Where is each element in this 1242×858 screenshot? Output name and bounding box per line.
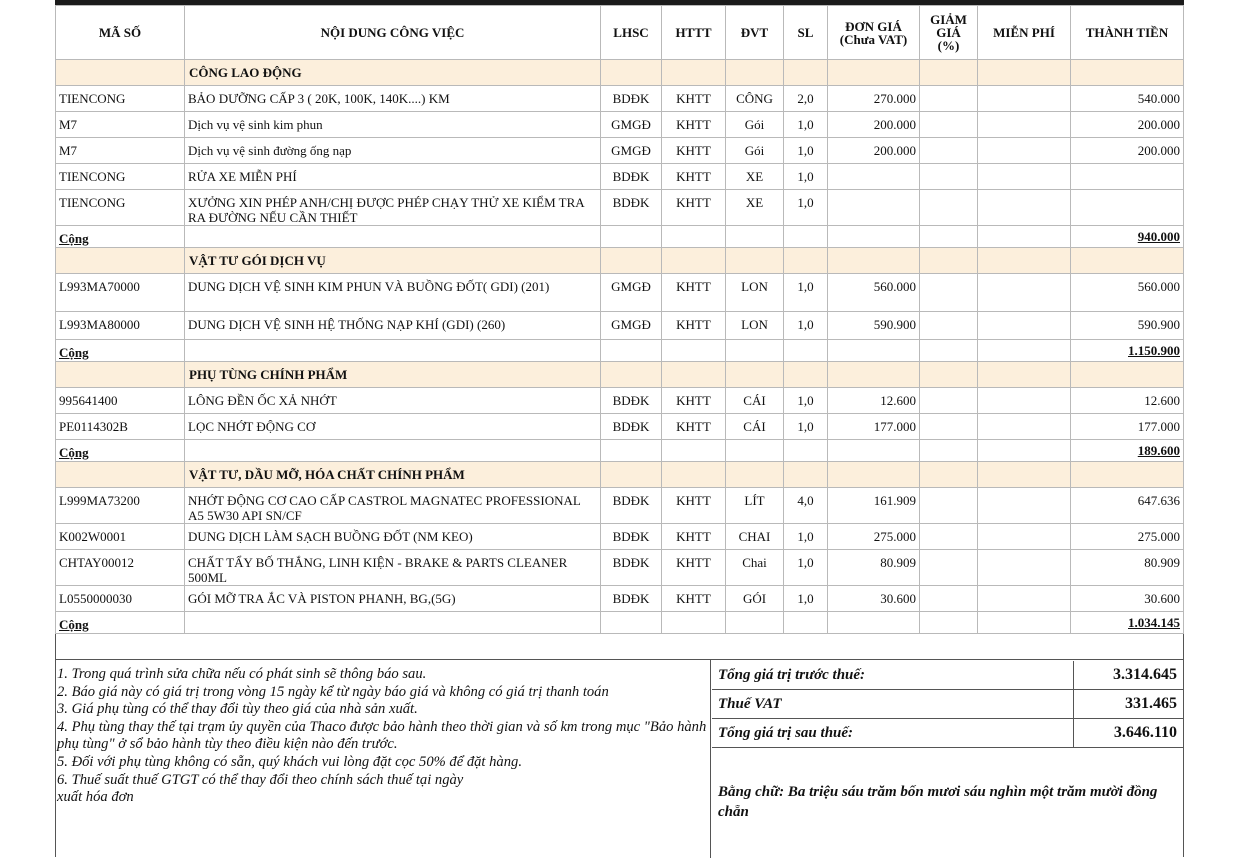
total-before-tax-value: 3.314.645 — [1073, 661, 1183, 689]
table-header-row — [56, 6, 1184, 60]
cell-lhsc: BDĐK — [601, 86, 662, 112]
section-cell — [726, 60, 784, 86]
section-cell — [662, 462, 726, 488]
section-title: CÔNG LAO ĐỘNG — [185, 60, 601, 86]
cell-free — [978, 388, 1071, 414]
header-don-gia — [828, 6, 920, 60]
cell-lhsc: GMGĐ — [601, 274, 662, 312]
cell-discount — [920, 138, 978, 164]
cell-discount — [920, 388, 978, 414]
subtotal-cell — [920, 226, 978, 248]
cell-dvt: LON — [726, 312, 784, 340]
header-lhsc: LHSC — [601, 6, 662, 60]
cell-discount — [920, 550, 978, 586]
table-row — [56, 274, 1184, 312]
cell-httt: KHTT — [662, 190, 726, 226]
section-cell — [920, 462, 978, 488]
cell-total: 540.000 — [1071, 86, 1184, 112]
header-httt: HTTT — [662, 6, 726, 60]
cell-dvt: CÔNG — [726, 86, 784, 112]
section-cell — [726, 248, 784, 274]
section-cell — [601, 248, 662, 274]
cell-free — [978, 524, 1071, 550]
cell-dvt: Chai — [726, 550, 784, 586]
section-cell — [978, 60, 1071, 86]
total-after-tax-label: Tổng giá trị sau thuế: — [718, 725, 854, 741]
cell-price: 80.909 — [828, 550, 920, 586]
cell-httt: KHTT — [662, 388, 726, 414]
subtotal-cell — [726, 612, 784, 634]
cell-free — [978, 414, 1071, 440]
section-cell — [978, 362, 1071, 388]
subtotal-value: 1.034.145 — [1071, 612, 1184, 634]
cell-sl: 1,0 — [784, 312, 828, 340]
subtotal-row — [56, 340, 1184, 362]
cell-lhsc: GMGĐ — [601, 312, 662, 340]
cell-dvt: LON — [726, 274, 784, 312]
table-row — [56, 190, 1184, 226]
cell-total: 647.636 — [1071, 488, 1184, 524]
cell-sl: 1,0 — [784, 586, 828, 612]
cell-price: 177.000 — [828, 414, 920, 440]
table-row — [56, 414, 1184, 440]
cell-total: 200.000 — [1071, 112, 1184, 138]
total-before-tax-row — [712, 661, 1183, 690]
table-row — [56, 586, 1184, 612]
section-cell — [920, 248, 978, 274]
cell-httt: KHTT — [662, 274, 726, 312]
cell-dvt: CÁI — [726, 414, 784, 440]
cell-httt: KHTT — [662, 488, 726, 524]
cell-dvt: Gói — [726, 138, 784, 164]
cell-total: 560.000 — [1071, 274, 1184, 312]
cell-price: 590.900 — [828, 312, 920, 340]
section-cell — [828, 362, 920, 388]
subtotal-cell — [726, 440, 784, 462]
subtotal-cell — [920, 612, 978, 634]
total-after-tax-value: 3.646.110 — [1073, 719, 1183, 747]
cell-code: K002W0001 — [56, 524, 185, 550]
cell-total: 200.000 — [1071, 138, 1184, 164]
cell-desc: NHỚT ĐỘNG CƠ CAO CẤP CASTROL MAGNATEC PROFESSIONAL A5 5W30 API SN/CF — [185, 488, 601, 524]
section-cell — [828, 60, 920, 86]
vat-label: Thuế VAT — [718, 696, 782, 712]
cell-httt: KHTT — [662, 138, 726, 164]
cell-desc: DUNG DỊCH VỆ SINH HỆ THỐNG NẠP KHÍ (GDI) (260) — [185, 312, 601, 340]
table-row — [56, 388, 1184, 414]
cell-sl: 1,0 — [784, 274, 828, 312]
subtotal-cell — [662, 340, 726, 362]
cell-code: L0550000030 — [56, 586, 185, 612]
table-row — [56, 488, 1184, 524]
cell-total: 177.000 — [1071, 414, 1184, 440]
subtotal-cell — [185, 226, 601, 248]
notes-block — [55, 660, 711, 858]
subtotal-value: 940.000 — [1071, 226, 1184, 248]
section-row — [56, 60, 1184, 86]
section-cell — [56, 362, 185, 388]
subtotal-label: Cộng — [56, 340, 185, 362]
cell-free — [978, 274, 1071, 312]
cell-total: 80.909 — [1071, 550, 1184, 586]
cell-desc: LỌC NHỚT ĐỘNG CƠ — [185, 414, 601, 440]
cell-lhsc: BDĐK — [601, 414, 662, 440]
cell-sl: 1,0 — [784, 112, 828, 138]
subtotal-row — [56, 226, 1184, 248]
header-dvt: ĐVT — [726, 6, 784, 60]
vat-value: 331.465 — [1073, 690, 1183, 718]
cell-free — [978, 586, 1071, 612]
cell-httt: KHTT — [662, 86, 726, 112]
note-item: 3. Giá phụ tùng có thể thay đổi tùy theo giá của nhà sản xuất. — [57, 701, 418, 718]
cell-sl: 1,0 — [784, 388, 828, 414]
cell-code: M7 — [56, 112, 185, 138]
cell-discount — [920, 524, 978, 550]
header-mien-phi: MIỄN PHÍ — [978, 6, 1071, 60]
table-row — [56, 138, 1184, 164]
cell-desc: LÔNG ĐỀN ỐC XẢ NHỚT — [185, 388, 601, 414]
quotation-table — [55, 5, 1184, 634]
cell-total — [1071, 164, 1184, 190]
cell-price: 30.600 — [828, 586, 920, 612]
subtotal-label: Cộng — [56, 612, 185, 634]
subtotal-cell — [662, 226, 726, 248]
table-row — [56, 112, 1184, 138]
subtotal-cell — [828, 226, 920, 248]
section-cell — [662, 60, 726, 86]
cell-discount — [920, 274, 978, 312]
cell-sl: 1,0 — [784, 550, 828, 586]
cell-sl: 1,0 — [784, 414, 828, 440]
subtotal-cell — [185, 340, 601, 362]
cell-sl: 1,0 — [784, 190, 828, 226]
cell-httt: KHTT — [662, 550, 726, 586]
amount-in-words: Bằng chữ: Ba triệu sáu trăm bốn mươi sáu nghìn một trăm mười đồng chẵn — [718, 784, 1158, 820]
cell-total — [1071, 190, 1184, 226]
cell-code: PE0114302B — [56, 414, 185, 440]
section-cell — [601, 60, 662, 86]
cell-free — [978, 164, 1071, 190]
cell-httt: KHTT — [662, 414, 726, 440]
note-item: 2. Báo giá này có giá trị trong vòng 15 ngày kể từ ngày báo giá và không có giá trị thanh toán — [57, 683, 609, 700]
table-row — [56, 164, 1184, 190]
cell-sl: 1,0 — [784, 164, 828, 190]
table-row — [56, 86, 1184, 112]
cell-lhsc: BDĐK — [601, 586, 662, 612]
section-cell — [601, 362, 662, 388]
cell-dvt: CHAI — [726, 524, 784, 550]
subtotal-cell — [784, 612, 828, 634]
cell-lhsc: BDĐK — [601, 388, 662, 414]
cell-free — [978, 550, 1071, 586]
section-row — [56, 248, 1184, 274]
section-row — [56, 362, 1184, 388]
section-cell — [56, 60, 185, 86]
section-title: PHỤ TÙNG CHÍNH PHẨM — [185, 362, 601, 388]
section-cell — [662, 362, 726, 388]
subtotal-cell — [828, 340, 920, 362]
subtotal-cell — [601, 612, 662, 634]
header-don-gia-main: ĐƠN GIÁ — [845, 18, 902, 34]
section-cell — [828, 462, 920, 488]
header-don-gia-sub: (Chưa VAT) — [839, 31, 908, 47]
subtotal-cell — [828, 612, 920, 634]
section-cell — [784, 362, 828, 388]
subtotal-cell — [662, 440, 726, 462]
cell-free — [978, 488, 1071, 524]
cell-dvt: LÍT — [726, 488, 784, 524]
cell-discount — [920, 164, 978, 190]
subtotal-cell — [784, 440, 828, 462]
section-cell — [784, 60, 828, 86]
section-cell — [726, 462, 784, 488]
cell-desc: DUNG DỊCH LÀM SẠCH BUỒNG ĐỐT (NM KEO) — [185, 524, 601, 550]
cell-free — [978, 138, 1071, 164]
table-row — [56, 312, 1184, 340]
cell-price: 270.000 — [828, 86, 920, 112]
section-cell — [56, 248, 185, 274]
cell-total: 275.000 — [1071, 524, 1184, 550]
cell-httt: KHTT — [662, 312, 726, 340]
header-noi-dung: NỘI DUNG CÔNG VIỆC — [185, 6, 601, 60]
cell-sl: 2,0 — [784, 86, 828, 112]
cell-discount — [920, 112, 978, 138]
section-cell — [978, 248, 1071, 274]
cell-discount — [920, 190, 978, 226]
subtotal-cell — [978, 340, 1071, 362]
section-title: VẬT TƯ, DẦU MỠ, HÓA CHẤT CHÍNH PHẨM — [185, 462, 601, 488]
cell-code: TIENCONG — [56, 86, 185, 112]
cell-httt: KHTT — [662, 586, 726, 612]
cell-dvt: XE — [726, 164, 784, 190]
cell-lhsc: BDĐK — [601, 550, 662, 586]
note-item: 4. Phụ tùng thay thế tại trạm ủy quyền của Thaco được bảo hành theo thời gian và số km trong mục "Bảo hành phụ tùng" ở sổ bảo hành tùy theo điều kiện nào đến trước. — [57, 718, 710, 753]
section-cell — [726, 362, 784, 388]
note-item: 5. Đối với phụ tùng không có sẵn, quý khách vui lòng đặt cọc 50% để đặt hàng. — [57, 753, 522, 770]
section-row — [56, 462, 1184, 488]
subtotal-row — [56, 612, 1184, 634]
cell-httt: KHTT — [662, 112, 726, 138]
subtotal-cell — [601, 340, 662, 362]
subtotal-cell — [920, 340, 978, 362]
subtotal-cell — [185, 612, 601, 634]
note-item: 6. Thuế suất thuế GTGT có thể thay đổi theo chính sách thuế tại ngày xuất hóa đơn — [57, 771, 464, 806]
cell-price: 560.000 — [828, 274, 920, 312]
cell-price: 200.000 — [828, 138, 920, 164]
section-cell — [920, 60, 978, 86]
section-cell — [1071, 60, 1184, 86]
section-cell — [784, 248, 828, 274]
section-cell — [56, 462, 185, 488]
note-item: 1. Trong quá trình sửa chữa nếu có phát sinh sẽ thông báo sau. — [57, 666, 427, 682]
cell-dvt: Gói — [726, 112, 784, 138]
subtotal-label: Cộng — [56, 226, 185, 248]
subtotal-cell — [920, 440, 978, 462]
cell-lhsc: BDĐK — [601, 190, 662, 226]
cell-total: 12.600 — [1071, 388, 1184, 414]
vat-row — [712, 690, 1183, 719]
cell-code: TIENCONG — [56, 190, 185, 226]
cell-lhsc: BDĐK — [601, 488, 662, 524]
subtotal-cell — [978, 226, 1071, 248]
cell-desc: CHẤT TẨY BỐ THẮNG, LINH KIỆN - BRAKE & PARTS CLEANER 500ML — [185, 550, 601, 586]
cell-price: 200.000 — [828, 112, 920, 138]
header-giam-gia-sub: (%) — [937, 38, 960, 53]
cell-desc: BẢO DƯỠNG CẤP 3 ( 20K, 100K, 140K....) KM — [185, 86, 601, 112]
section-cell — [784, 462, 828, 488]
cell-dvt: XE — [726, 190, 784, 226]
section-cell — [1071, 362, 1184, 388]
table-row — [56, 524, 1184, 550]
section-cell — [920, 362, 978, 388]
subtotal-cell — [978, 612, 1071, 634]
cell-code: TIENCONG — [56, 164, 185, 190]
cell-code: 995641400 — [56, 388, 185, 414]
section-title: VẬT TƯ GÓI DỊCH VỤ — [185, 248, 601, 274]
cell-discount — [920, 312, 978, 340]
cell-desc: DUNG DỊCH VỆ SINH KIM PHUN VÀ BUỒNG ĐỐT( GDI) (201) — [185, 274, 601, 312]
total-after-tax-row — [712, 719, 1183, 748]
cell-price — [828, 164, 920, 190]
cell-discount — [920, 586, 978, 612]
subtotal-label: Cộng — [56, 440, 185, 462]
total-before-tax-label: Tổng giá trị trước thuế: — [718, 667, 866, 683]
cell-desc: XƯỞNG XIN PHÉP ANH/CHỊ ĐƯỢC PHÉP CHẠY THỬ XE KIỂM TRA RA ĐƯỜNG NẾU CẦN THIẾT — [185, 190, 601, 226]
cell-free — [978, 112, 1071, 138]
table-body — [56, 60, 1184, 634]
subtotal-cell — [726, 226, 784, 248]
cell-httt: KHTT — [662, 164, 726, 190]
cell-httt: KHTT — [662, 524, 726, 550]
subtotal-value: 189.600 — [1071, 440, 1184, 462]
subtotal-cell — [185, 440, 601, 462]
header-giam-gia — [920, 6, 978, 60]
cell-code: L993MA70000 — [56, 274, 185, 312]
header-sl: SL — [784, 6, 828, 60]
section-cell — [828, 248, 920, 274]
cell-lhsc: GMGĐ — [601, 138, 662, 164]
cell-desc: Dịch vụ vệ sinh kim phun — [185, 112, 601, 138]
cell-sl: 4,0 — [784, 488, 828, 524]
cell-desc: GÓI MỠ TRA ẮC VÀ PISTON PHANH, BG,(5G) — [185, 586, 601, 612]
subtotal-cell — [662, 612, 726, 634]
subtotal-cell — [828, 440, 920, 462]
cell-discount — [920, 86, 978, 112]
cell-code: CHTAY00012 — [56, 550, 185, 586]
subtotal-cell — [601, 226, 662, 248]
cell-desc: RỬA XE MIỄN PHÍ — [185, 164, 601, 190]
section-cell — [1071, 248, 1184, 274]
cell-desc: Dịch vụ vệ sinh đường ống nạp — [185, 138, 601, 164]
cell-price — [828, 190, 920, 226]
cell-code: L993MA80000 — [56, 312, 185, 340]
cell-code: M7 — [56, 138, 185, 164]
cell-total: 30.600 — [1071, 586, 1184, 612]
subtotal-row — [56, 440, 1184, 462]
section-cell — [1071, 462, 1184, 488]
cell-dvt: CÁI — [726, 388, 784, 414]
header-ma-so: MÃ SỐ — [56, 6, 185, 60]
header-giam-gia-main: GIẢM GIÁ — [930, 12, 967, 40]
cell-lhsc: BDĐK — [601, 524, 662, 550]
quotation-footer — [55, 659, 1183, 858]
section-cell — [978, 462, 1071, 488]
cell-discount — [920, 414, 978, 440]
cell-discount — [920, 488, 978, 524]
section-cell — [662, 248, 726, 274]
section-cell — [601, 462, 662, 488]
subtotal-cell — [726, 340, 784, 362]
table-row — [56, 550, 1184, 586]
subtotal-cell — [601, 440, 662, 462]
cell-dvt: GÓI — [726, 586, 784, 612]
cell-free — [978, 312, 1071, 340]
subtotal-cell — [978, 440, 1071, 462]
subtotal-value: 1.150.900 — [1071, 340, 1184, 362]
cell-free — [978, 190, 1071, 226]
cell-lhsc: GMGĐ — [601, 112, 662, 138]
cell-lhsc: BDĐK — [601, 164, 662, 190]
cell-price: 12.600 — [828, 388, 920, 414]
header-thanh-tien: THÀNH TIỀN — [1071, 6, 1184, 60]
cell-sl: 1,0 — [784, 524, 828, 550]
cell-price: 161.909 — [828, 488, 920, 524]
cell-total: 590.900 — [1071, 312, 1184, 340]
subtotal-cell — [784, 340, 828, 362]
subtotal-cell — [784, 226, 828, 248]
cell-price: 275.000 — [828, 524, 920, 550]
cell-sl: 1,0 — [784, 138, 828, 164]
cell-free — [978, 86, 1071, 112]
cell-code: L999MA73200 — [56, 488, 185, 524]
